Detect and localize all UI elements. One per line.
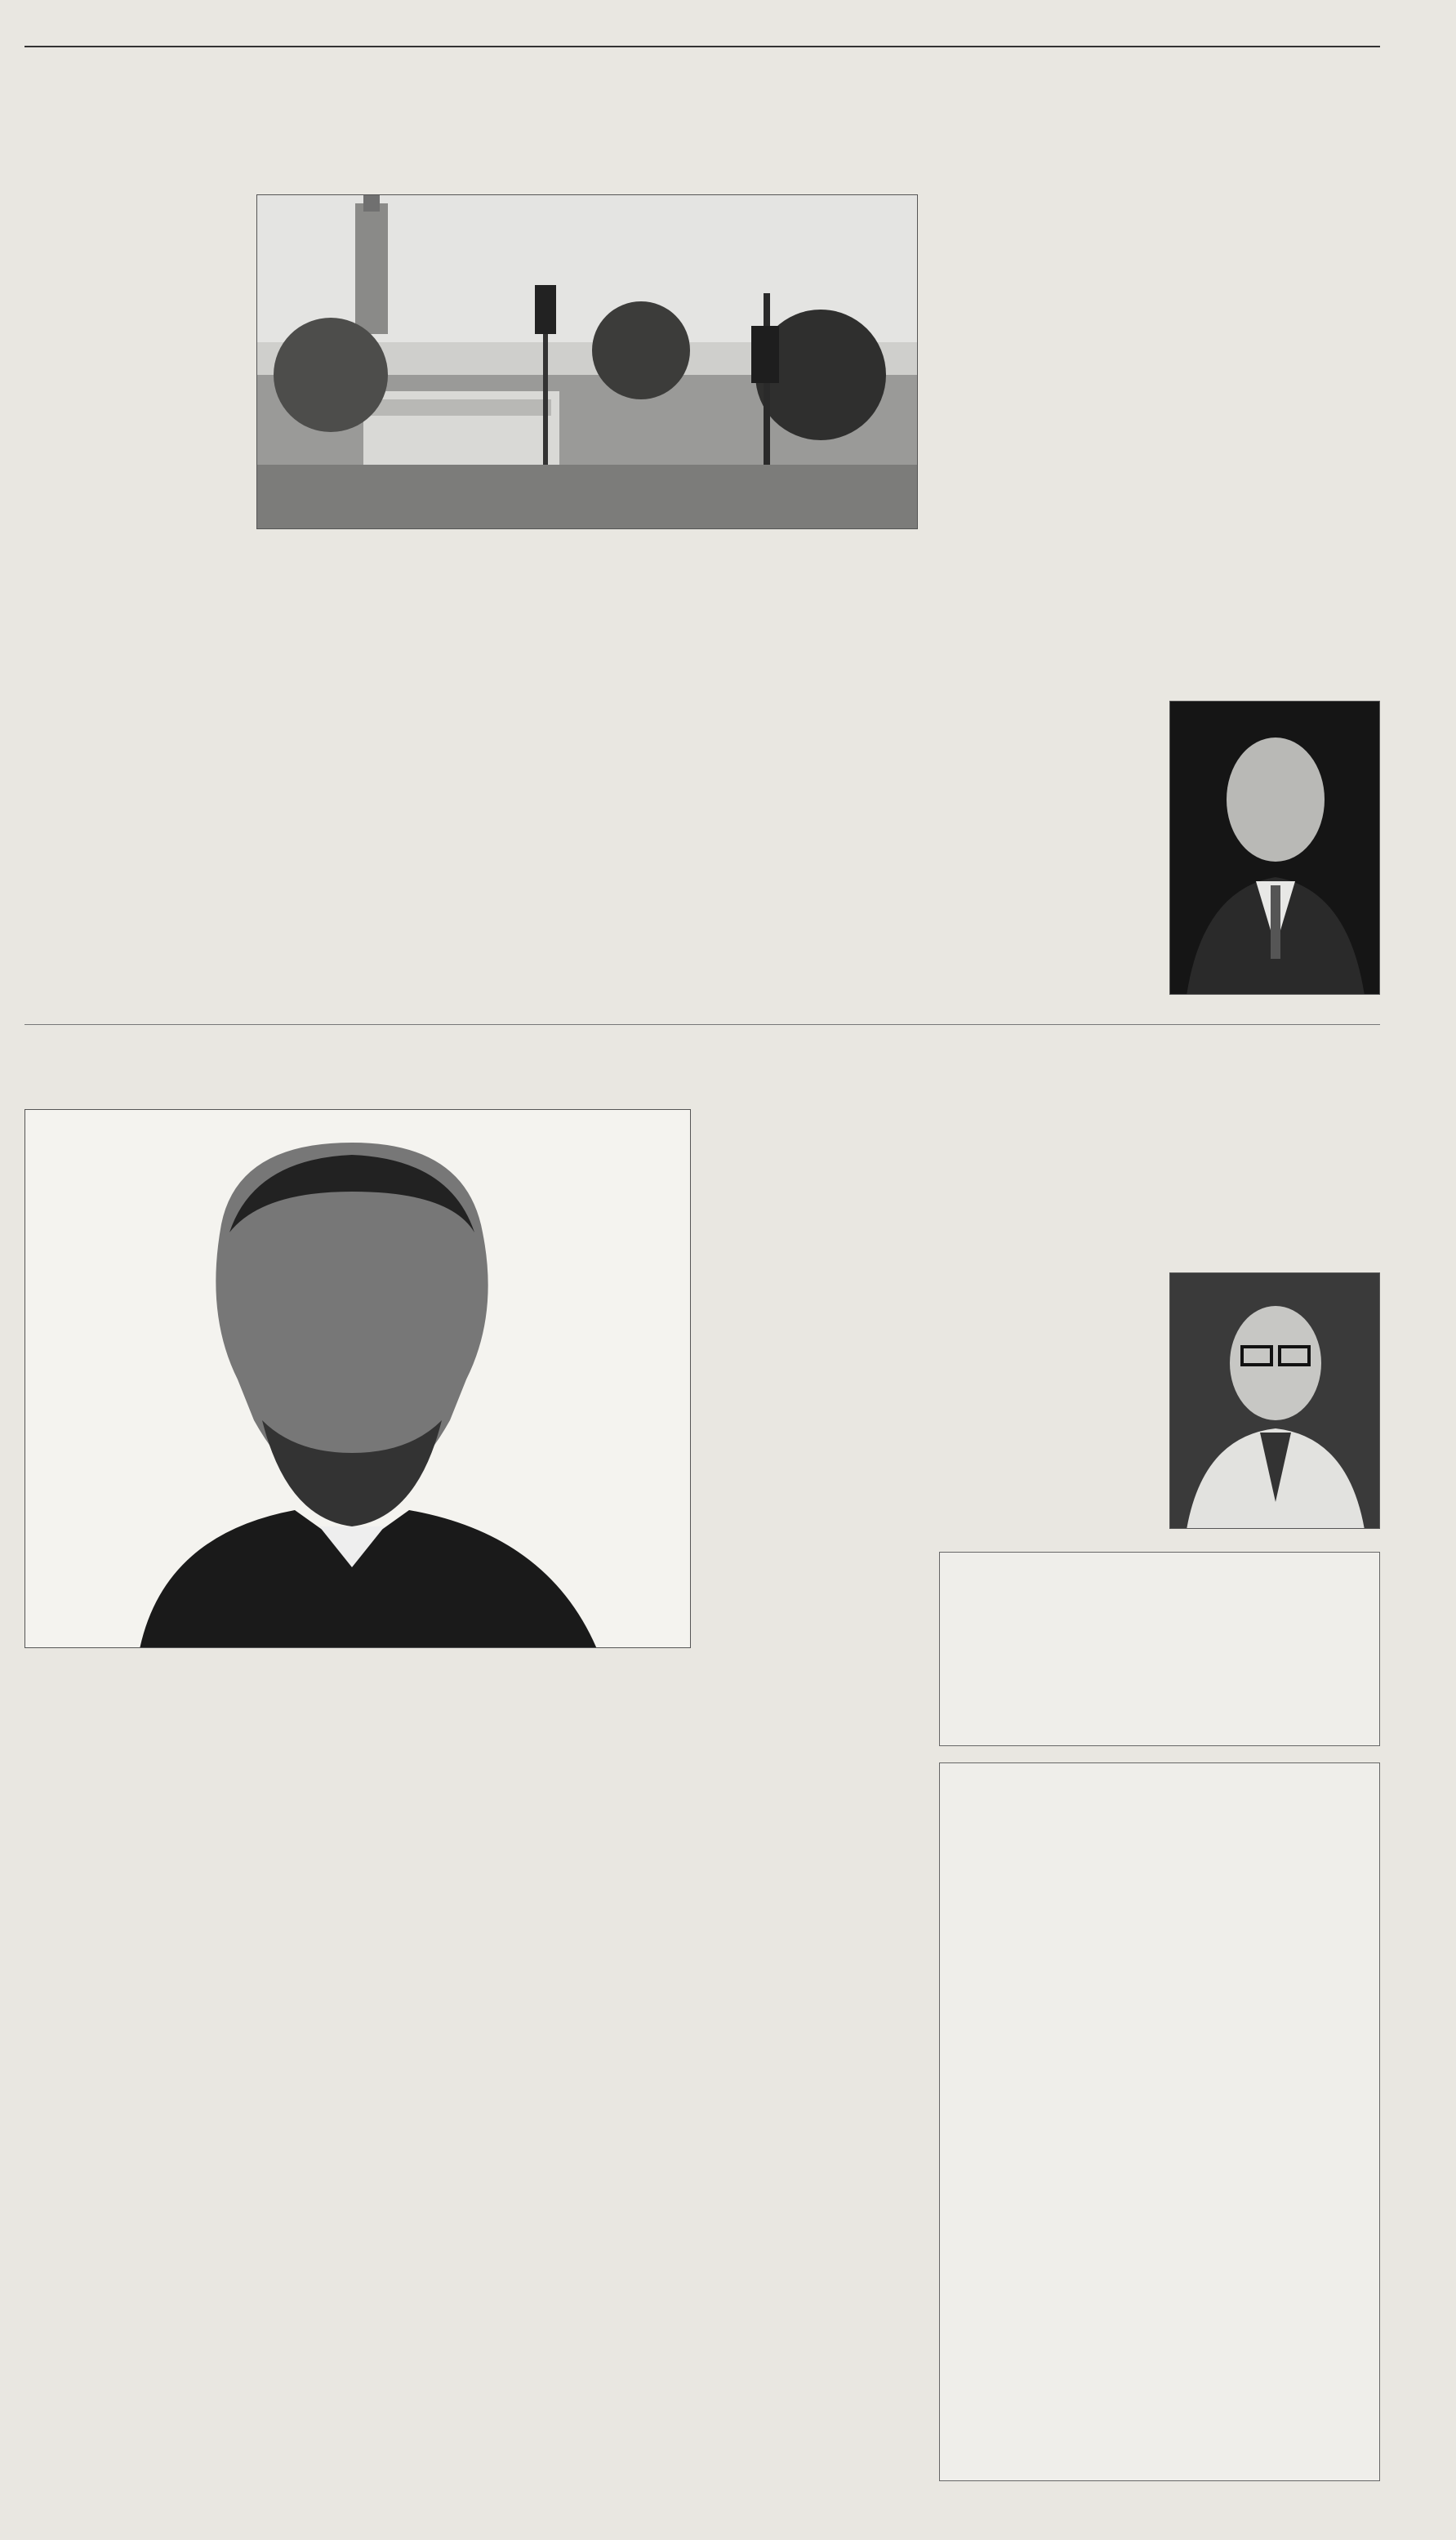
article2-dropcap bbox=[24, 1696, 31, 1700]
article1-col4 bbox=[714, 573, 919, 586]
altadena-street-image bbox=[257, 195, 918, 529]
section-divider bbox=[24, 1024, 1380, 1025]
schorr-headshot bbox=[1169, 701, 1380, 995]
header-rule bbox=[24, 46, 1380, 47]
article1-col1 bbox=[24, 198, 240, 211]
article1-dropcap bbox=[24, 198, 31, 203]
article1-col6 bbox=[1169, 193, 1380, 204]
submit-column-box bbox=[939, 1552, 1380, 1746]
lincoln-engraving bbox=[24, 1109, 691, 1648]
article2-col6 bbox=[1169, 1109, 1380, 1122]
kelley-portrait-image bbox=[1170, 1273, 1380, 1529]
kelley-headshot bbox=[1169, 1272, 1380, 1529]
article2-col1 bbox=[24, 1696, 234, 1700]
altadena-photo bbox=[256, 194, 918, 529]
staff-masthead-box bbox=[939, 1762, 1380, 2481]
schorr-portrait-image bbox=[1170, 702, 1380, 995]
article1-col5 bbox=[936, 193, 1142, 206]
lincoln-portrait-image bbox=[25, 1110, 691, 1648]
article1-col3 bbox=[479, 573, 683, 586]
